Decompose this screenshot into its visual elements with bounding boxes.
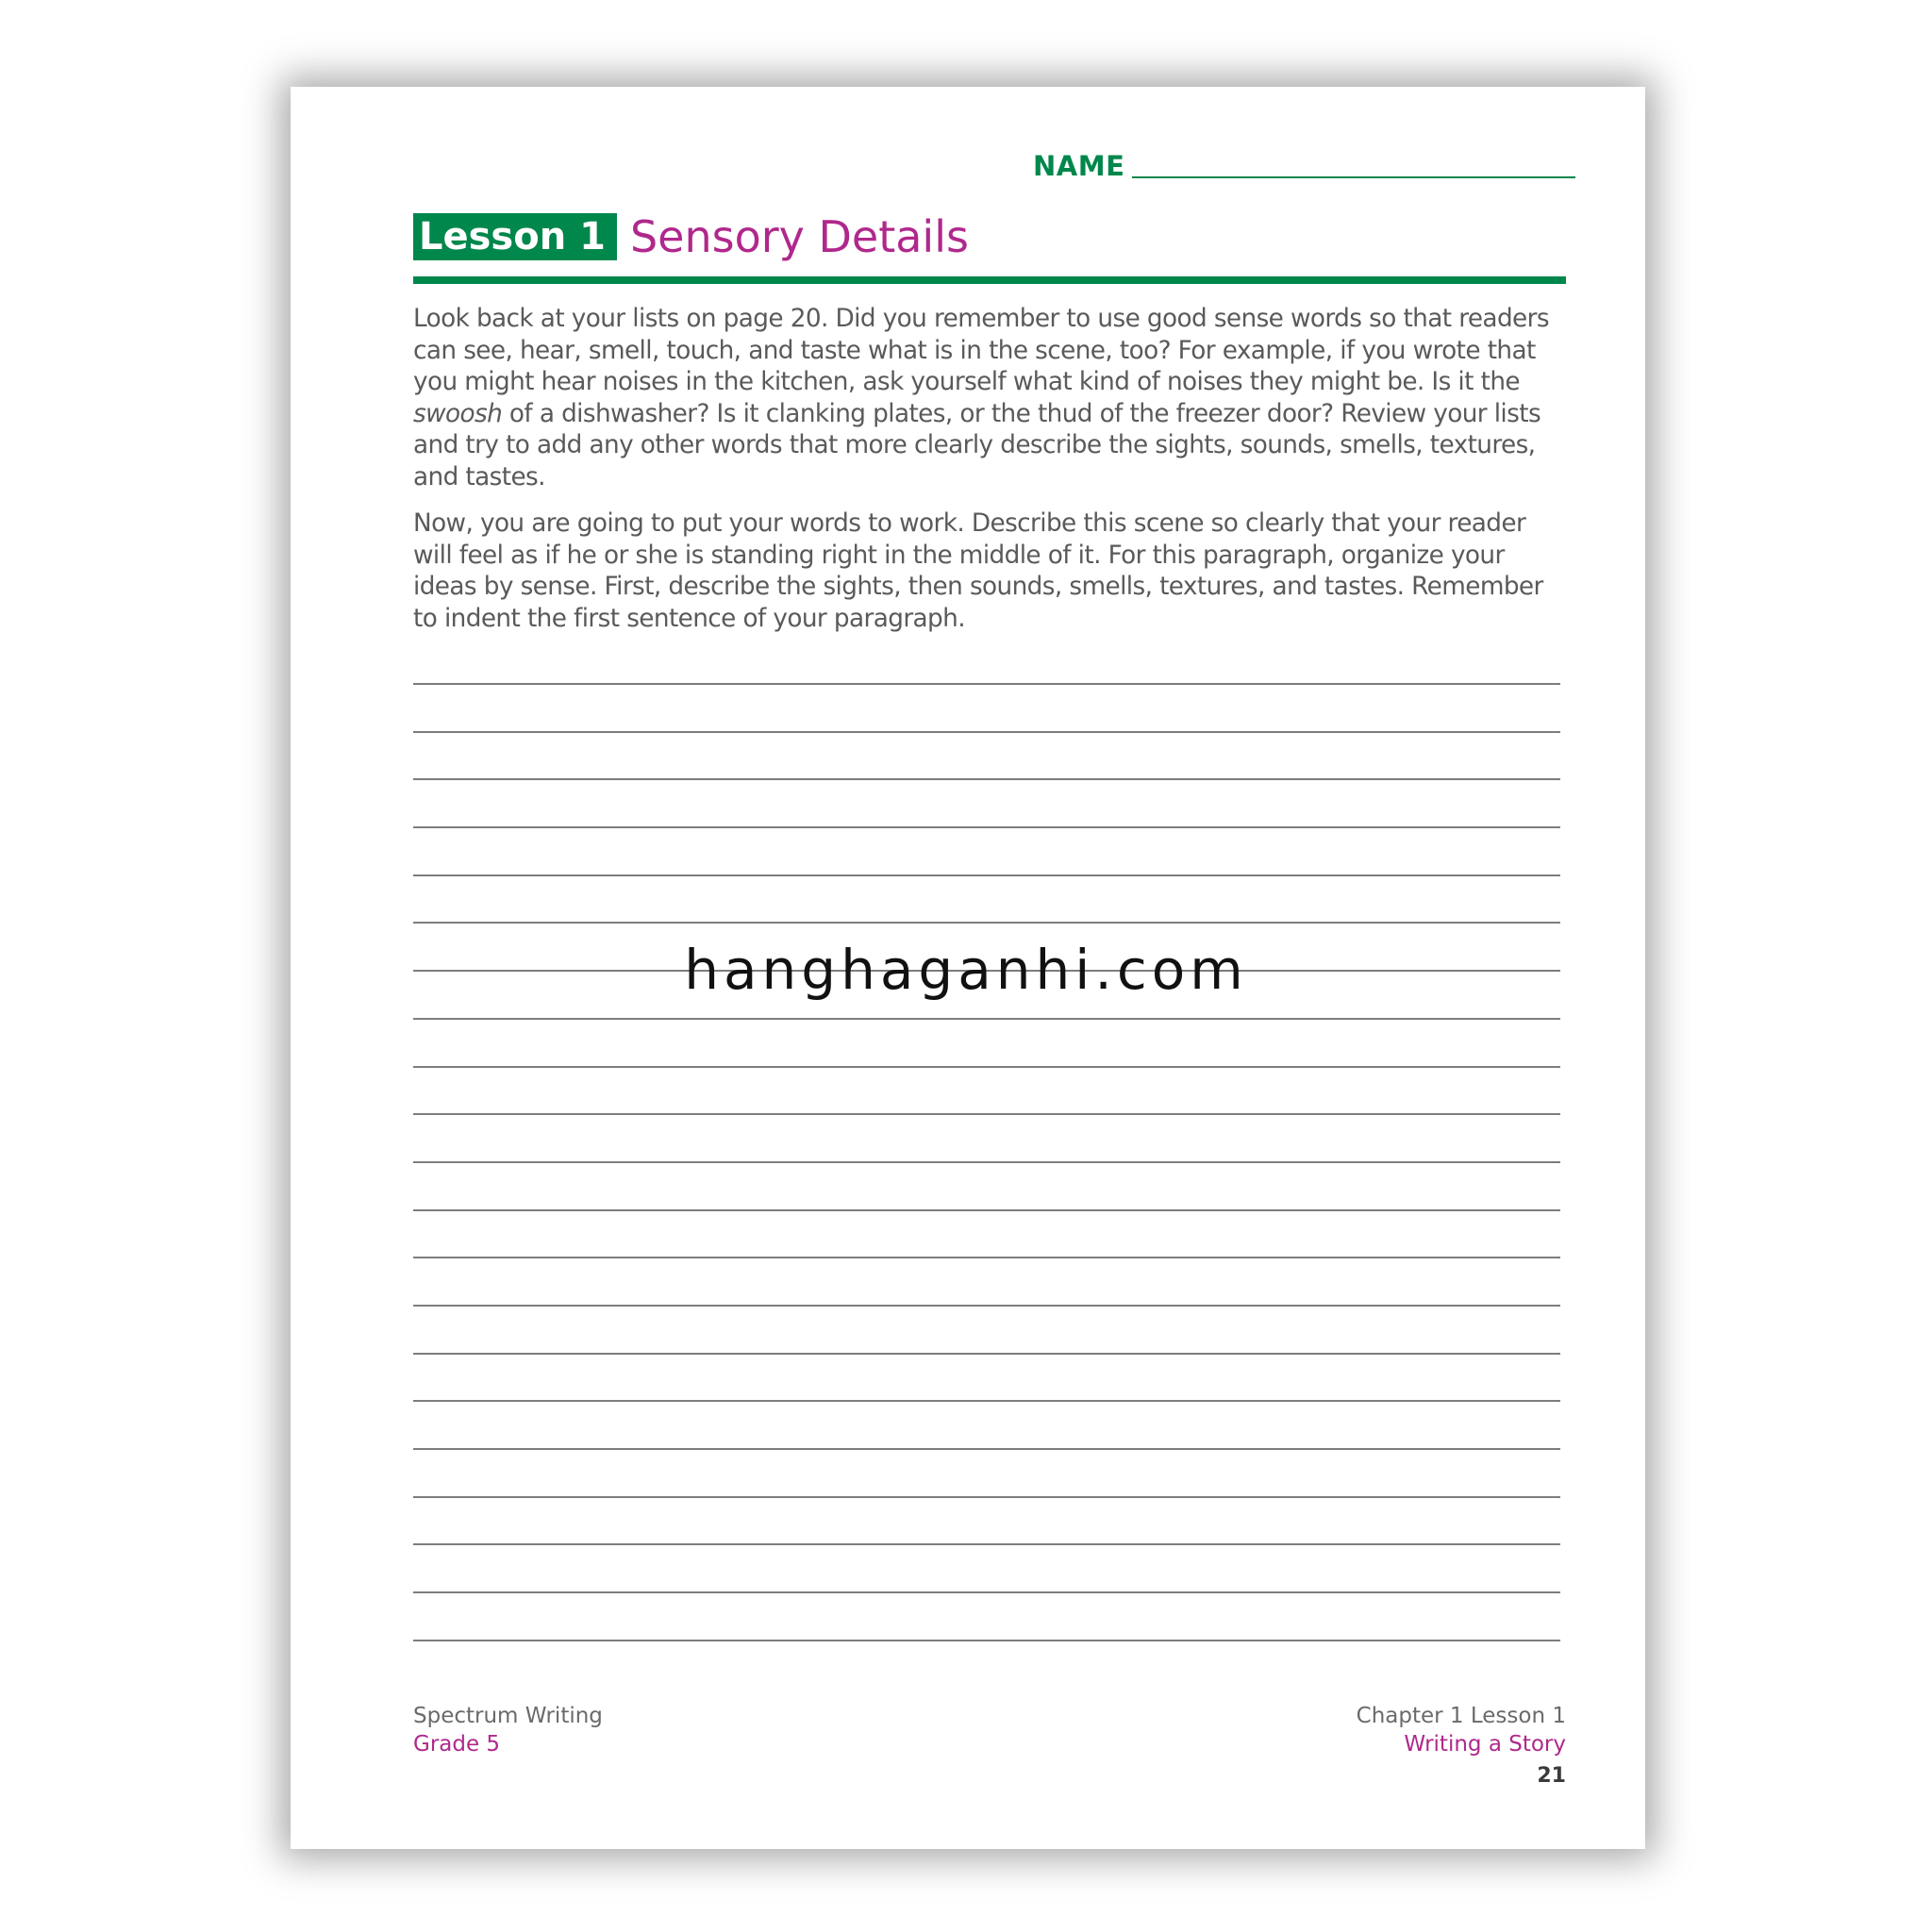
p1-text-a: Look back at your lists on page 20. Did you remember to use good sense words so that readers can see, hear, smell, touch, and taste what is in the scene, too? For example, if you wrote that you might hear noises in the kitchen, ask yourself what kind of noises they might be. Is it the — [413, 305, 1549, 396]
writing-line — [413, 1066, 1560, 1068]
watermark-text: hanghaganhi.com — [684, 938, 1248, 1002]
footer-right — [1357, 1702, 1566, 1790]
writing-line — [413, 683, 1560, 685]
title-divider — [413, 276, 1566, 284]
writing-line — [413, 1591, 1560, 1593]
writing-lines — [413, 683, 1560, 1687]
writing-line — [413, 1305, 1560, 1307]
writing-line — [413, 922, 1560, 924]
footer-chapter: Chapter 1 Lesson 1 — [1356, 1704, 1566, 1728]
writing-line — [413, 1543, 1560, 1545]
writing-line — [413, 874, 1560, 876]
writing-line — [413, 826, 1560, 828]
lesson-heading — [413, 213, 969, 260]
instructions-paragraph-2: Now, you are going to put your words to work. Describe this scene so clearly that your reader will feel as if he or she is standing right in the middle of it. For this paragraph, organize your ideas by sense. First, describe the sights, then sounds, smells, textures, and tastes. Remember to indent the first sentence of your paragraph. — [413, 509, 1543, 633]
name-blank-line — [1132, 176, 1575, 178]
lesson-badge: Lesson 1 — [413, 213, 617, 260]
writing-line — [413, 1113, 1560, 1115]
name-label: NAME — [1033, 150, 1125, 182]
writing-line — [413, 1448, 1560, 1450]
footer-grade: Grade 5 — [413, 1732, 501, 1757]
instructions-paragraph-1 — [413, 304, 1566, 493]
writing-line — [413, 731, 1560, 733]
footer-unit: Writing a Story — [1404, 1732, 1566, 1757]
instructions — [413, 304, 1566, 650]
writing-line — [413, 1018, 1560, 1020]
name-field — [1033, 150, 1575, 182]
writing-line — [413, 1400, 1560, 1402]
footer-left — [413, 1702, 603, 1758]
writing-line — [413, 778, 1560, 780]
p1-italic-word: swoosh — [413, 399, 503, 428]
lesson-title: Sensory Details — [629, 211, 969, 262]
page-number: 21 — [1537, 1764, 1566, 1788]
writing-line — [413, 1496, 1560, 1498]
writing-line — [413, 1353, 1560, 1355]
writing-line — [413, 1257, 1560, 1258]
writing-line — [413, 1161, 1560, 1163]
footer-book-title: Spectrum Writing — [413, 1704, 603, 1728]
writing-line — [413, 1640, 1560, 1641]
p1-text-b: of a dishwasher? Is it clanking plates, or the thud of the freezer door? Review your lists and try to add any other words that more clearly describe the sights, sounds, smells, textures, and tastes. — [413, 399, 1541, 491]
writing-line — [413, 1209, 1560, 1211]
